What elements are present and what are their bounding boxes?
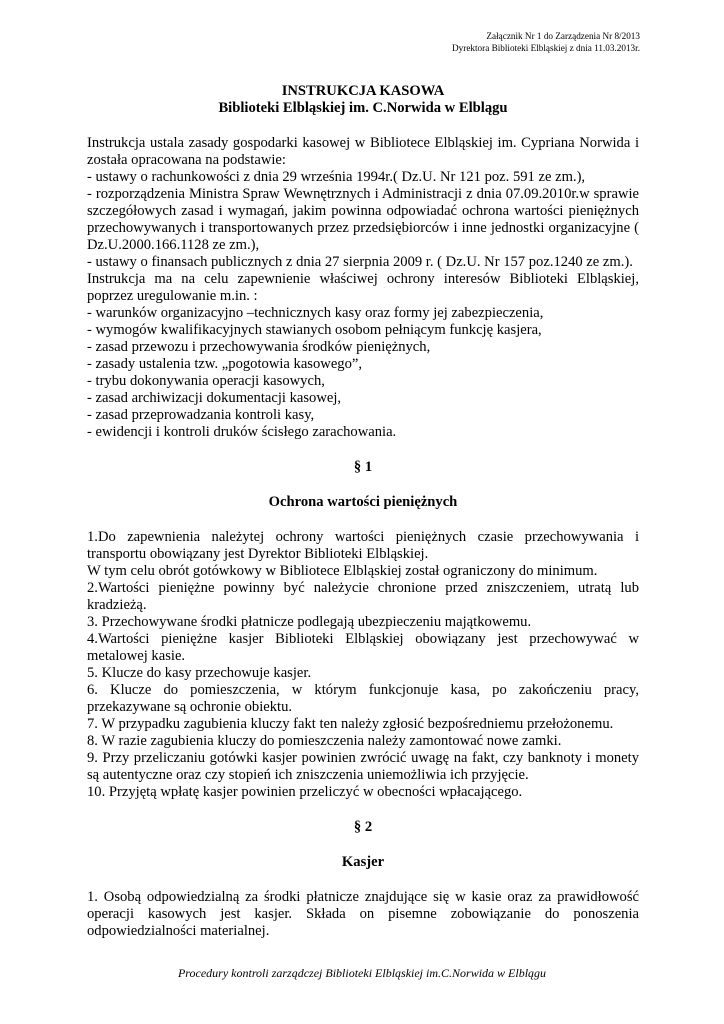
intro-block bbox=[87, 135, 639, 441]
list-item: - warunków organizacyjno –technicznych kasy oraz formy jej zabezpieczenia, bbox=[87, 305, 544, 321]
paragraph: 8. W razie zagubienia kluczy do pomieszczenia należy zamontować nowe zamki. bbox=[87, 733, 562, 749]
section-number: § 2 bbox=[353, 819, 373, 835]
paragraph: 6. Klucze do pomieszczenia, w którym funkcjonuje kasa, po zakończeniu pracy, przekazywane są ochronie obiektu. bbox=[87, 682, 639, 715]
paragraph: Instrukcja ustala zasady gospodarki kasowej w Bibliotece Elbląskiej im. Cypriana Norwida i została opracowana na podstawie: bbox=[87, 135, 639, 168]
document-subtitle: Biblioteki Elbląskiej im. C.Norwida w Elblągu bbox=[218, 100, 508, 116]
list-item: - zasad archiwizacji dokumentacji kasowej, bbox=[87, 390, 342, 406]
list-item: - zasad przeprowadzania kontroli kasy, bbox=[87, 407, 315, 423]
paragraph: 7. W przypadku zagubienia kluczy fakt ten należy zgłosić bezpośredniemu przełożonemu. bbox=[87, 716, 614, 732]
section-number: § 1 bbox=[353, 459, 373, 475]
paragraph: 9. Przy przeliczaniu gotówki kasjer powinien zwrócić uwagę na fakt, czy banknoty i monety są autentyczne oraz czy stopień ich zniszczenia uniemożliwia ich przyjęcie. bbox=[87, 750, 639, 783]
list-item: - zasad przewozu i przechowywania środków pieniężnych, bbox=[87, 339, 431, 355]
paragraph: 2.Wartości pieniężne powinny być należycie chronione przed zniszczeniem, utratą lub kradzieżą. bbox=[87, 580, 639, 613]
list-item: - ustawy o rachunkowości z dnia 29 września 1994r.( Dz.U. Nr 121 poz. 591 ze zm.), bbox=[87, 169, 586, 185]
section-heading: Ochrona wartości pieniężnych bbox=[268, 494, 458, 510]
list-item: - trybu dokonywania operacji kasowych, bbox=[87, 373, 325, 389]
attachment-header bbox=[452, 30, 640, 54]
section-1-body bbox=[87, 529, 639, 801]
paragraph: W tym celu obrót gotówkowy w Bibliotece Elbląskiej został ograniczony do minimum. bbox=[87, 563, 598, 579]
page-footer: Procedury kontroli zarządczej Biblioteki Elbląskiej im.C.Norwida w Elblągu bbox=[177, 966, 547, 980]
section-2-body bbox=[87, 889, 639, 940]
section-heading: Kasjer bbox=[341, 854, 385, 870]
document-title: INSTRUKCJA KASOWA bbox=[281, 83, 445, 99]
attachment-line: Załącznik Nr 1 do Zarządzenia Nr 8/2013 bbox=[486, 31, 640, 41]
paragraph: 1.Do zapewnienia należytej ochrony wartości pieniężnych czasie przechowywania i transportu obowiązany jest Dyrektor Biblioteki Elbląskiej. bbox=[87, 529, 639, 562]
list-item: - ustawy o finansach publicznych z dnia 27 sierpnia 2009 r. ( Dz.U. Nr 157 poz.1240 ze zm.). bbox=[87, 254, 633, 270]
list-item: - wymogów kwalifikacyjnych stawianych osobom pełniącym funkcję kasjera, bbox=[87, 322, 542, 338]
paragraph: 3. Przechowywane środki płatnicze podlegają ubezpieczeniu majątkowemu. bbox=[87, 614, 532, 630]
paragraph: 4.Wartości pieniężne kasjer Biblioteki Elbląskiej obowiązany jest przechowywać w metalowej kasie. bbox=[87, 631, 639, 664]
paragraph: 10. Przyjętą wpłatę kasjer powinien przeliczyć w obecności wpłacającego. bbox=[87, 784, 523, 800]
paragraph: 5. Klucze do kasy przechowuje kasjer. bbox=[87, 665, 312, 681]
attachment-line: Dyrektora Biblioteki Elbląskiej z dnia 11.03.2013r. bbox=[452, 43, 640, 53]
paragraph: 1. Osobą odpowiedzialną za środki płatnicze znajdujące się w kasie oraz za prawidłowość operacji kasowych jest kasjer. Składa on pisemne zobowiązanie do ponoszenia odpowiedzialności materialnej. bbox=[87, 889, 639, 939]
paragraph: Instrukcja ma na celu zapewnienie właściwej ochrony interesów Biblioteki Elbląskiej, poprzez uregulowanie m.in. : bbox=[87, 271, 639, 304]
list-item: - zasady ustalenia tzw. „pogotowia kasowego”, bbox=[87, 356, 363, 372]
list-item: - rozporządzenia Ministra Spraw Wewnętrznych i Administracji z dnia 07.09.2010r.w sprawie szczegółowych zasad i wymagań, jakim powinna odpowiadać ochrona wartości pieniężnych przechowywanych i transportowanych przez przedsiębiorców i inne jednostki organizacyjne ( Dz.U.2000.166.1128 ze zm.), bbox=[87, 186, 639, 253]
list-item: - ewidencji i kontroli druków ścisłego zarachowania. bbox=[87, 424, 397, 440]
document-body bbox=[87, 83, 639, 940]
